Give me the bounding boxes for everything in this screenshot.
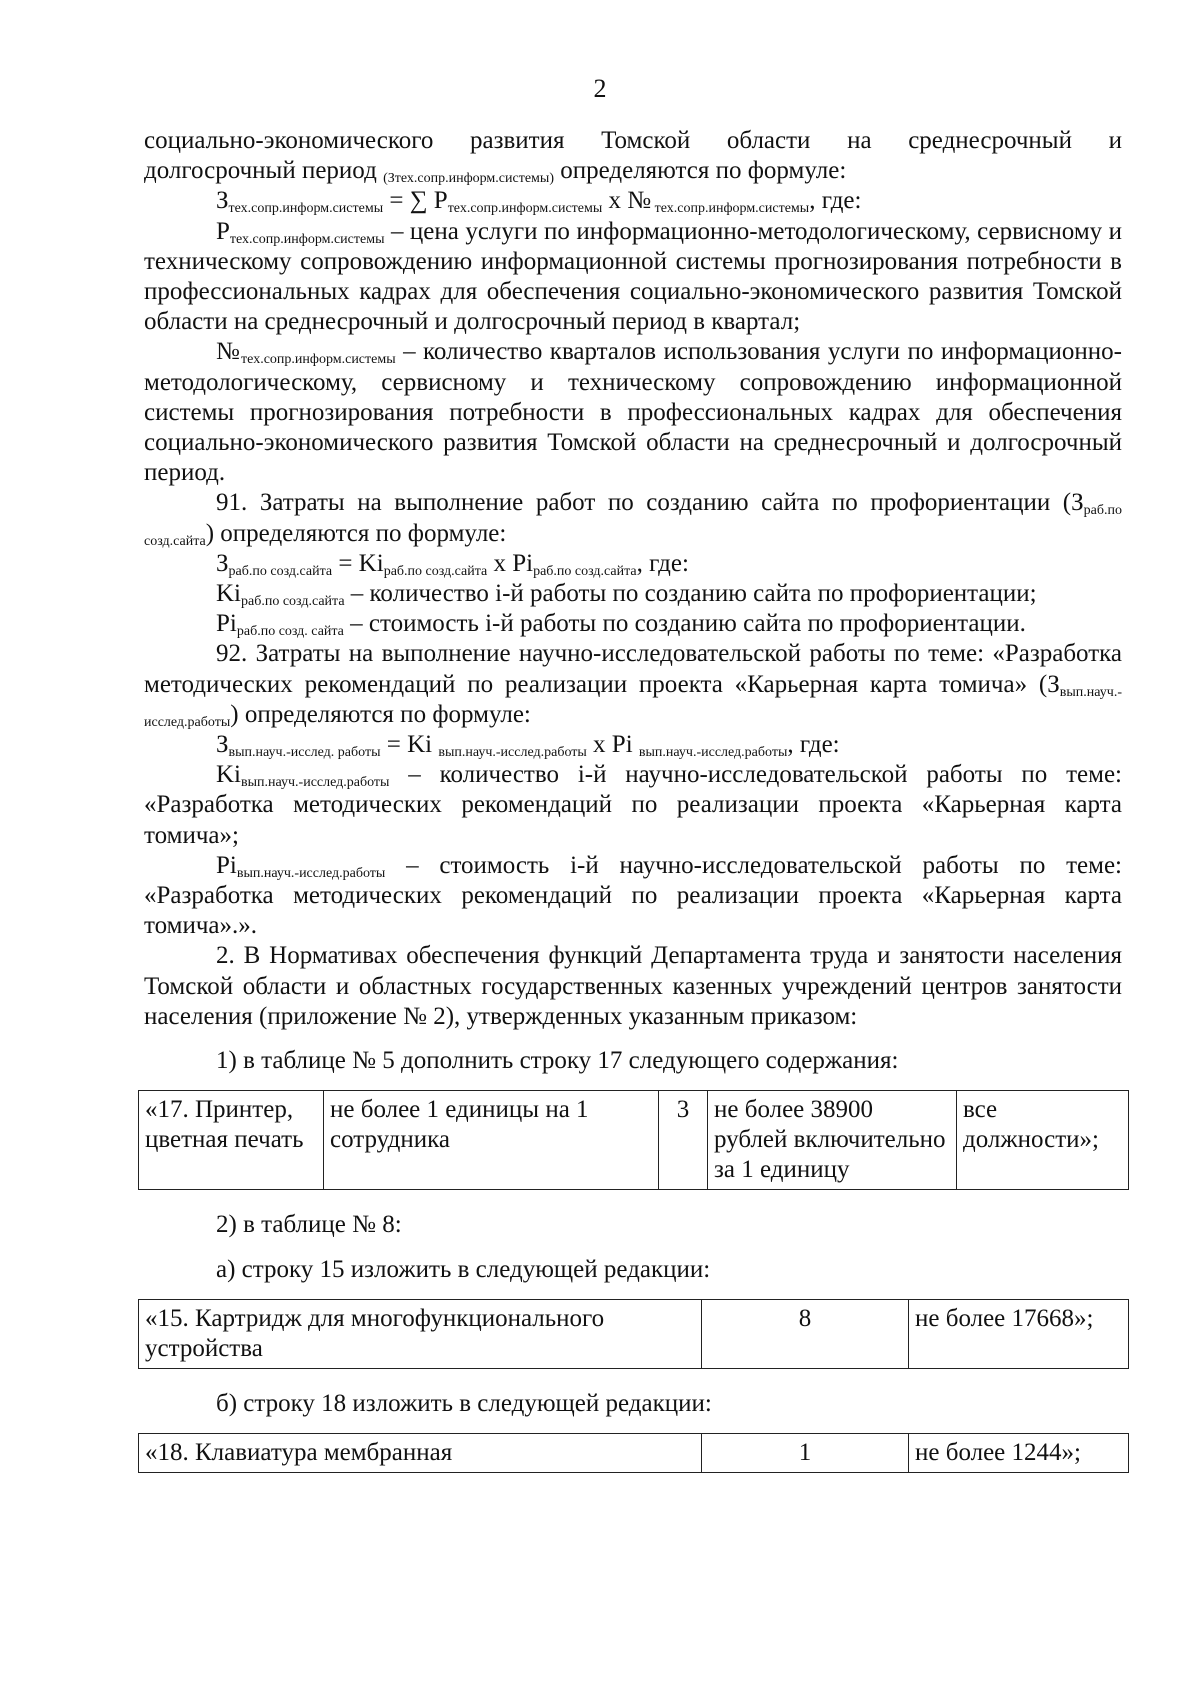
- table-row: [139, 1433, 1129, 1472]
- item-91: 91. Затраты на выполнение работ по созданию сайта по профориентации $(З_{раб.по созд.сайта})$ определяются по формуле:: [144, 489, 1122, 549]
- subitem-2: 2) в таблице № 8:: [216, 1211, 402, 1239]
- page-number: 2: [593, 74, 607, 103]
- definition-site-cost: $Pi_{раб.по созд. сайта}$ – стоимость i-й работы по созданию сайта по профориентации.: [216, 610, 1026, 640]
- table-cell-price: не более 17668»;: [909, 1299, 1129, 1368]
- intro-line-2: долгосрочный период $_{(Зтех.сопр.информ.системы)}$ определяются по формуле:: [144, 157, 847, 187]
- table-cell-name: «15. Картридж для многофункционального устройства: [139, 1299, 702, 1368]
- item-92: 92. Затраты на выполнение научно-исследовательской работы по теме: «Разработка методических рекомендаций по реализации проекта «Карьерная карта томича» $(З_{вып.науч.-исслед.работы})$ определяются по формуле:: [144, 640, 1122, 730]
- subitem-2b: б) строку 18 изложить в следующей редакции:: [216, 1389, 712, 1417]
- table-cell-name: «18. Клавиатура мембранная: [139, 1433, 702, 1472]
- table-row: [139, 1299, 1129, 1368]
- definition-research-quantity: $Ki_{вып.науч.-исслед.работы}$ – количество i-й научно-исследовательской работы по теме: «Разработка методических рекомендаций по реализации проекта «Карьерная карта томича»;: [144, 761, 1122, 849]
- table-row-18-keyboard: [138, 1433, 1129, 1473]
- table-cell-quantity: 8: [702, 1299, 909, 1368]
- definition-price: $Р_{тех.сопр.информ.системы}$ – цена услуги по информационно-методологическому, сервисному и техническому сопровождению информационной системы прогнозирования потребности в профессиональных кадрах для обеспечения социально-экономического развития Томской области на среднесрочный и долгосрочный период в квартал;: [144, 217, 1122, 336]
- subitem-1: 1) в таблице № 5 дополнить строку 17 следующего содержания:: [216, 1047, 899, 1075]
- subitem-2a: а) строку 15 изложить в следующей редакции:: [216, 1255, 711, 1283]
- table-cell-price: не более 1244»;: [909, 1433, 1129, 1472]
- table-cell-norm: не более 1 единицы на 1 сотрудника: [324, 1091, 659, 1190]
- formula-site: $З_{раб.по созд.сайта} = Ki_{раб.по созд.сайта}$ х $Pi_{раб.по созд.сайта}$, где:: [216, 549, 689, 579]
- table-row-15-cartridge: [138, 1299, 1129, 1369]
- table-row: [139, 1091, 1129, 1190]
- table-cell-category: 3: [659, 1091, 708, 1190]
- formula-research: $З_{вып.науч.-исслед. работы} = Ki$ $_{вып.науч.-исслед.работы}$ х Pi $_{вып.науч.-исслед.работы}$, где:: [216, 731, 840, 761]
- definition-site-quantity: $Ki_{раб.по созд.сайта}$ – количество i-й работы по созданию сайта по профориентации;: [216, 580, 1037, 610]
- table-cell-quantity: 1: [702, 1433, 909, 1472]
- table-row-17-printer: [138, 1090, 1129, 1190]
- table-cell-positions: все должности»;: [957, 1091, 1129, 1190]
- item-2: 2. В Нормативах обеспечения функций Департамента труда и занятости населения Томской области и областных государственных казенных учреждений центров занятости населения (приложение № 2), утвержденных указанным приказом:: [144, 942, 1122, 1030]
- definition-research-cost: $Pi_{вып.науч.-исслед.работы}$ – стоимость i-й научно-исследовательской работы по теме: «Разработка методических рекомендаций по реализации проекта «Карьерная карта томича».».: [144, 851, 1122, 940]
- table-cell-name: «17. Принтер, цветная печать: [139, 1091, 324, 1190]
- document-body: [144, 126, 1122, 1473]
- table-cell-price: не более 38900 рублей включительно за 1 единицу: [708, 1091, 957, 1190]
- definition-quarters: $№_{тех.сопр.информ.системы}$ – количество кварталов использования услуги по информационно-методологическому, сервисному и техническому сопровождению информационной системы прогнозирования потребности в профессиональных кадрах для обеспечения социально-экономического развития Томской области на среднесрочный и долгосрочный период.: [144, 338, 1122, 487]
- intro-line-1: социально-экономического развития Томской области на среднесрочный и: [144, 127, 1122, 154]
- formula-info-system: $З_{тех.сопр.информ.системы}$ = ∑ $Р_{тех.сопр.информ.системы}$ х № $_{тех.сопр.информ.системы}$, где:: [216, 187, 862, 217]
